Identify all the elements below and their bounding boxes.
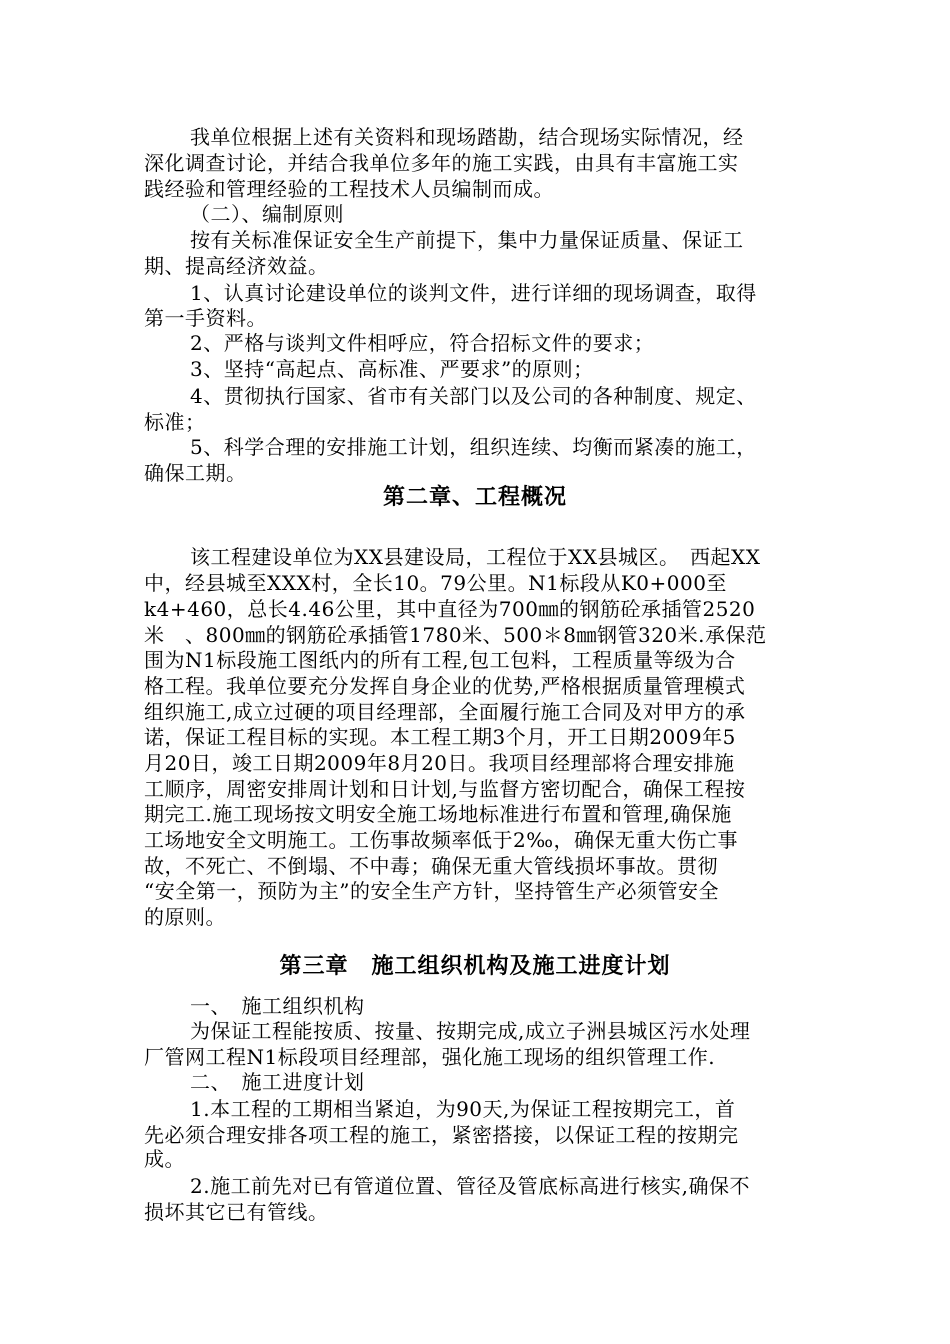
paragraph-line: 1.本工程的工期相当紧迫，为90天,为保证工程按期完工，首 [190,1097,736,1121]
paragraph-line: 2.施工前先对已有管道位置、管径及管底标高进行核实,确保不 [190,1174,750,1198]
paragraph-line: 月20日，竣工日期2009年8月20日。我项目经理部将合理安排施 [144,751,735,775]
subheading-organization: 一、 施工组织机构 [190,994,365,1018]
list-item: 4、贯彻执行国家、省市有关部门以及公司的各种制度、规定、 [190,384,757,408]
paragraph-line: 先必须合理安排各项工程的施工，紧密搭接，以保证工程的按期完 [144,1123,739,1147]
paragraph-line: 工场地安全文明施工。工伤事故频率低于2‰，确保无重大伤亡事 [144,828,739,852]
paragraph-line: 诺，保证工程目标的实现。本工程工期3个月，开工日期2009年5 [144,725,736,749]
paragraph-line: 米 、800㎜的钢筋砼承插管1780米、500＊8㎜钢管320米.承保范 [144,623,767,647]
subheading-schedule: 二、 施工进度计划 [190,1070,365,1094]
paragraph-line: 为保证工程能按质、按量、按期完成,成立子洲县城区污水处理 [190,1019,751,1043]
paragraph-line: 格工程。我单位要充分发挥自身企业的优势,严格根据质量管理模式 [144,674,746,698]
paragraph-line: 围为N1标段施工图纸内的所有工程,包工包料，工程质量等级为合 [144,648,736,672]
paragraph-line: 成。 [144,1147,185,1171]
paragraph-line: 的原则。 [144,905,226,929]
list-item-cont: 标准； [144,410,206,434]
paragraph-line: 期、提高经济效益。 [144,254,329,278]
list-item: 2、严格与谈判文件相呼应，符合招标文件的要求； [190,331,655,355]
paragraph-line: 组织施工,成立过硬的项目经理部，全面履行施工合同及对甲方的承 [144,700,746,724]
paragraph-line: 践经验和管理经验的工程技术人员编制而成。 [144,177,554,201]
list-item-cont: 确保工期。 [144,461,247,485]
paragraph-line: 中，经县城至XXX村，全长10。79公里。N1标段从K0+000至 [144,571,727,595]
paragraph-line: 厂管网工程N1标段项目经理部，强化施工现场的组织管理工作. [144,1045,716,1069]
list-item: 5、科学合理的安排施工计划，组织连续、均衡而紧凑的施工， [190,435,757,459]
paragraph-line: 深化调查讨论，并结合我单位多年的施工实践，由具有丰富施工实 [144,151,739,175]
paragraph-line: 工顺序，周密安排周计划和日计划,与监督方密切配合，确保工程按 [144,777,746,801]
paragraph-line: 按有关标准保证安全生产前提下，集中力量保证质量、保证工 [190,228,744,252]
paragraph-line: k4+460，总长4.46公里，其中直径为700㎜的钢筋砼承插管2520 [144,597,756,621]
paragraph-line: “安全第一，预防为主”的安全生产方针，坚持管生产必须管安全 [144,879,719,903]
list-item-cont: 第一手资料。 [144,306,267,330]
paragraph-line: 故，不死亡、不倒塌、不中毒；确保无重大管线损坏事故。贯彻 [144,854,718,878]
list-item: 1、认真讨论建设单位的谈判文件，进行详细的现场调查，取得 [190,281,757,305]
list-item: 3、坚持“高起点、高标准、严要求”的原则； [190,357,594,381]
paragraph-line: 该工程建设单位为XX县建设局，工程位于XX县城区。 西起XX [190,545,761,569]
paragraph-line: 我单位根据上述有关资料和现场踏勘，结合现场实际情况，经 [190,125,744,149]
chapter-3-title: 第三章 施工组织机构及施工进度计划 [279,954,671,979]
subheading-principles: （二）、编制原则 [190,202,344,226]
paragraph-line: 期完工.施工现场按文明安全施工场地标准进行布置和管理,确保施 [144,802,732,826]
chapter-2-title: 第二章、工程概况 [382,485,567,510]
paragraph-line: 损坏其它已有管线。 [144,1200,329,1224]
